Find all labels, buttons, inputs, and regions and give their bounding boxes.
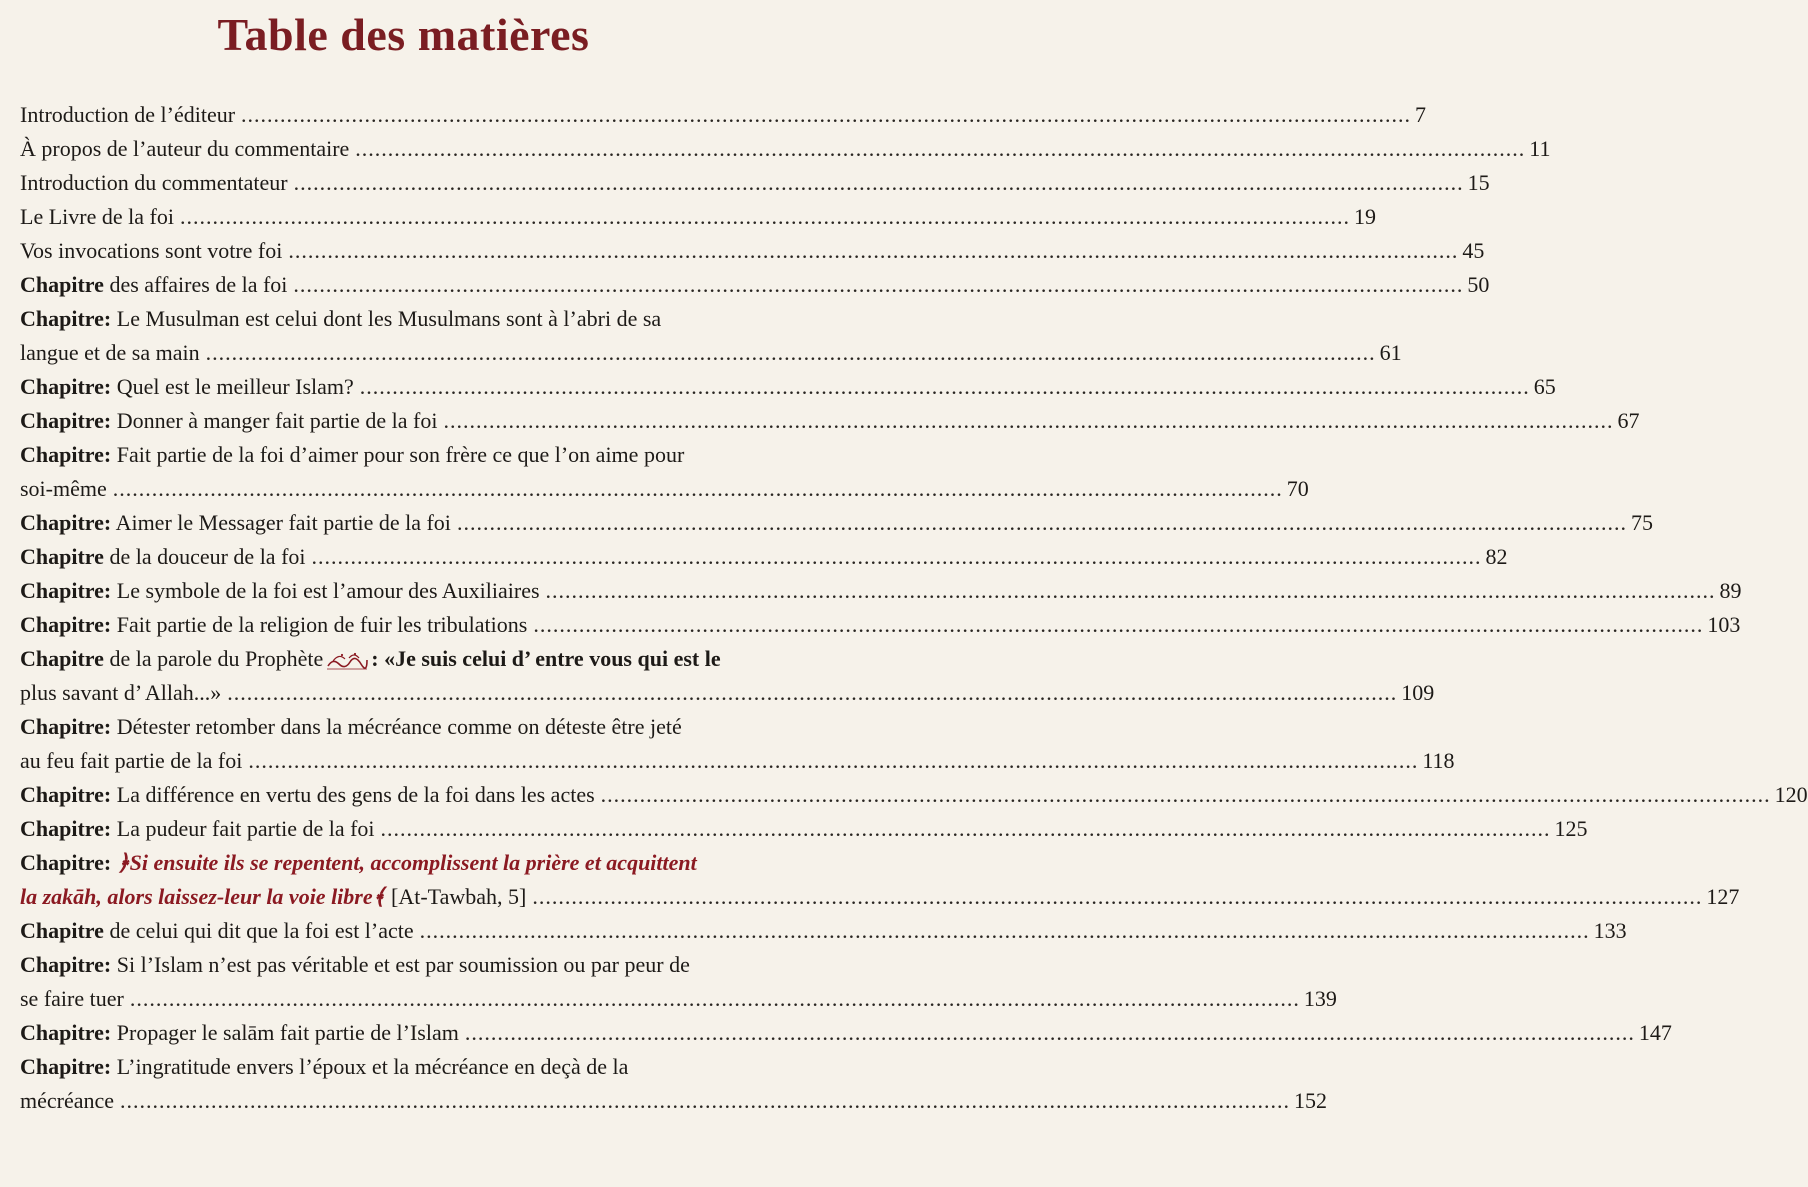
leader-dots: ....................................................................................................................................................................................: [311, 544, 1482, 569]
entry-text: Introduction de l’éditeur: [20, 102, 236, 127]
toc-entry[interactable]: [20, 812, 1588, 846]
entry-text-continued: au feu fait partie de la foi: [20, 748, 243, 773]
chapter-label: Chapitre:: [20, 442, 112, 467]
entry-text-continued: plus savant d’ Allah...»: [20, 680, 222, 705]
chapter-label: Chapitre:: [20, 1020, 112, 1045]
toc-entry[interactable]: [20, 370, 1556, 404]
toc-entry[interactable]: [20, 710, 1455, 778]
entry-text: de la parole du Prophète: [109, 646, 324, 671]
page-number: 61: [1379, 340, 1402, 365]
chapter-label: Chapitre:: [20, 952, 112, 977]
entry-text-continued: langue et de sa main: [20, 340, 200, 365]
entry-text: Si l’Islam n’est pas véritable et est par soumission ou par peur de: [116, 952, 690, 977]
page-number: 19: [1353, 204, 1376, 229]
toc-entry[interactable]: [20, 540, 1508, 574]
toc-entry[interactable]: [20, 642, 1435, 710]
page-number: 147: [1638, 1020, 1672, 1045]
toc-entry[interactable]: [20, 200, 1376, 234]
leader-dots: ....................................................................................................................................................................................: [532, 884, 1703, 909]
page-title: Table des matières: [217, 9, 590, 60]
entry-text: Le Livre de la foi: [20, 204, 174, 229]
entry-text: Vos invocations sont votre foi: [20, 238, 283, 263]
leader-dots: ....................................................................................................................................................................................: [288, 238, 1459, 263]
toc-entry[interactable]: [20, 98, 1427, 132]
toc-entry[interactable]: [20, 608, 1741, 642]
toc-entry[interactable]: [20, 948, 1337, 1016]
entry-text-continued: se faire tuer: [20, 986, 124, 1011]
chapter-label: Chapitre:: [20, 714, 112, 739]
entry-text: Le Musulman est celui dont les Musulmans sont à l’abri de sa: [116, 306, 662, 331]
page-number: 70: [1286, 476, 1309, 501]
entry-text: Propager le salām fait partie de l’Islam: [116, 1020, 459, 1045]
entry-text: Aimer le Messager fait partie de la foi: [115, 510, 451, 535]
toc-entry[interactable]: [20, 574, 1742, 608]
page-number: 152: [1294, 1088, 1328, 1113]
page-number: 109: [1401, 680, 1435, 705]
entry-text-continued: mécréance: [20, 1088, 115, 1113]
leader-dots: ....................................................................................................................................................................................: [129, 986, 1300, 1011]
chapter-label: Chapitre:: [20, 1054, 112, 1079]
chapter-label: Chapitre: [20, 918, 104, 943]
page-number: 127: [1706, 884, 1740, 909]
entry-text: de celui qui dit que la foi est l’acte: [109, 918, 414, 943]
toc-entry[interactable]: [20, 268, 1490, 302]
toc-entry[interactable]: [20, 438, 1309, 506]
chapter-label: Chapitre:: [20, 408, 112, 433]
leader-dots: ....................................................................................................................................................................................: [533, 612, 1704, 637]
entry-text: Le symbole de la foi est l’amour des Auxiliaires: [116, 578, 540, 603]
leader-dots: ....................................................................................................................................................................................: [293, 272, 1464, 297]
toc-entry[interactable]: [20, 846, 1740, 914]
entry-text: À propos de l’auteur du commentaire: [20, 136, 350, 161]
leader-dots: ....................................................................................................................................................................................: [443, 408, 1614, 433]
page-number: 67: [1617, 408, 1640, 433]
leader-dots: ....................................................................................................................................................................................: [419, 918, 1590, 943]
page-number: 89: [1719, 578, 1742, 603]
page-number: 7: [1415, 102, 1427, 127]
leader-dots: ....................................................................................................................................................................................: [248, 748, 1419, 773]
honorific-calligraphy-icon: [325, 650, 369, 672]
chapter-label: Chapitre:: [20, 306, 112, 331]
page-number: 118: [1422, 748, 1455, 773]
chapter-label: Chapitre:: [20, 374, 112, 399]
toc-entry[interactable]: [20, 404, 1640, 438]
page-number: 15: [1467, 170, 1490, 195]
page-number: 65: [1533, 374, 1556, 399]
leader-dots: ....................................................................................................................................................................................: [293, 170, 1464, 195]
page-number: 11: [1529, 136, 1551, 161]
page-number: 103: [1707, 612, 1741, 637]
quran-verse-text: ﴿Si ensuite ils se repentent, accomplissent la prière et acquittent: [116, 850, 697, 875]
entry-text: La pudeur fait partie de la foi: [116, 816, 375, 841]
page-number: 120: [1774, 782, 1808, 807]
leader-dots: ....................................................................................................................................................................................: [359, 374, 1530, 399]
leader-dots: ....................................................................................................................................................................................: [355, 136, 1526, 161]
leader-dots: ....................................................................................................................................................................................: [545, 578, 1716, 603]
entry-text: Donner à manger fait partie de la foi: [116, 408, 438, 433]
leader-dots: ....................................................................................................................................................................................: [120, 1088, 1291, 1113]
entry-text: de la douceur de la foi: [109, 544, 306, 569]
chapter-label: Chapitre:: [20, 612, 112, 637]
leader-dots: ....................................................................................................................................................................................: [464, 1020, 1635, 1045]
toc-entry[interactable]: [20, 778, 1808, 812]
entry-text: Fait partie de la religion de fuir les tribulations: [116, 612, 528, 637]
toc-entry[interactable]: [20, 1016, 1672, 1050]
page-number: 133: [1593, 918, 1627, 943]
entry-text-continued: soi-même: [20, 476, 107, 501]
chapter-label: Chapitre: [20, 544, 104, 569]
chapter-label: Chapitre: [20, 272, 104, 297]
leader-dots: ....................................................................................................................................................................................: [456, 510, 1627, 535]
leader-dots: ....................................................................................................................................................................................: [112, 476, 1283, 501]
page-number: 125: [1554, 816, 1588, 841]
entry-text: Détester retomber dans la mécréance comme on déteste être jeté: [116, 714, 682, 739]
toc-entry[interactable]: [20, 166, 1490, 200]
toc-entry[interactable]: [20, 914, 1627, 948]
leader-dots: ....................................................................................................................................................................................: [179, 204, 1350, 229]
leader-dots: ....................................................................................................................................................................................: [205, 340, 1376, 365]
toc-entry[interactable]: [20, 506, 1653, 540]
chapter-label: Chapitre:: [20, 510, 112, 535]
quran-verse-text-continued: la zakāh, alors laissez-leur la voie libre﴾: [20, 884, 386, 909]
entry-text: : «Je suis celui d’ entre vous qui est le: [371, 646, 721, 671]
page-number: 75: [1630, 510, 1653, 535]
entry-text: Quel est le meilleur Islam?: [116, 374, 354, 399]
toc-entry[interactable]: [20, 1050, 1328, 1118]
chapter-label: Chapitre:: [20, 816, 112, 841]
entry-text: des affaires de la foi: [109, 272, 288, 297]
leader-dots: ....................................................................................................................................................................................: [600, 782, 1771, 807]
verse-reference: [At-Tawbah, 5]: [391, 884, 527, 909]
page-number: 82: [1485, 544, 1508, 569]
leader-dots: ....................................................................................................................................................................................: [380, 816, 1551, 841]
leader-dots: ....................................................................................................................................................................................: [227, 680, 1398, 705]
page-number: 45: [1462, 238, 1485, 263]
chapter-label: Chapitre:: [20, 782, 112, 807]
page-number: 50: [1467, 272, 1490, 297]
entry-text: L’ingratitude envers l’époux et la mécréance en deçà de la: [116, 1054, 629, 1079]
leader-dots: ....................................................................................................................................................................................: [241, 102, 1412, 127]
entry-text: La différence en vertu des gens de la foi dans les actes: [116, 782, 595, 807]
toc-list: [20, 98, 1808, 1118]
entry-text: Fait partie de la foi d’aimer pour son frère ce que l’on aime pour: [116, 442, 685, 467]
entry-text: Introduction du commentateur: [20, 170, 288, 195]
toc-entry[interactable]: [20, 302, 1402, 370]
toc-entry[interactable]: [20, 234, 1485, 268]
page-number: 139: [1303, 986, 1337, 1011]
chapter-label: Chapitre: [20, 646, 104, 671]
chapter-label: Chapitre:: [20, 850, 112, 875]
chapter-label: Chapitre:: [20, 578, 112, 603]
toc-entry[interactable]: [20, 132, 1551, 166]
